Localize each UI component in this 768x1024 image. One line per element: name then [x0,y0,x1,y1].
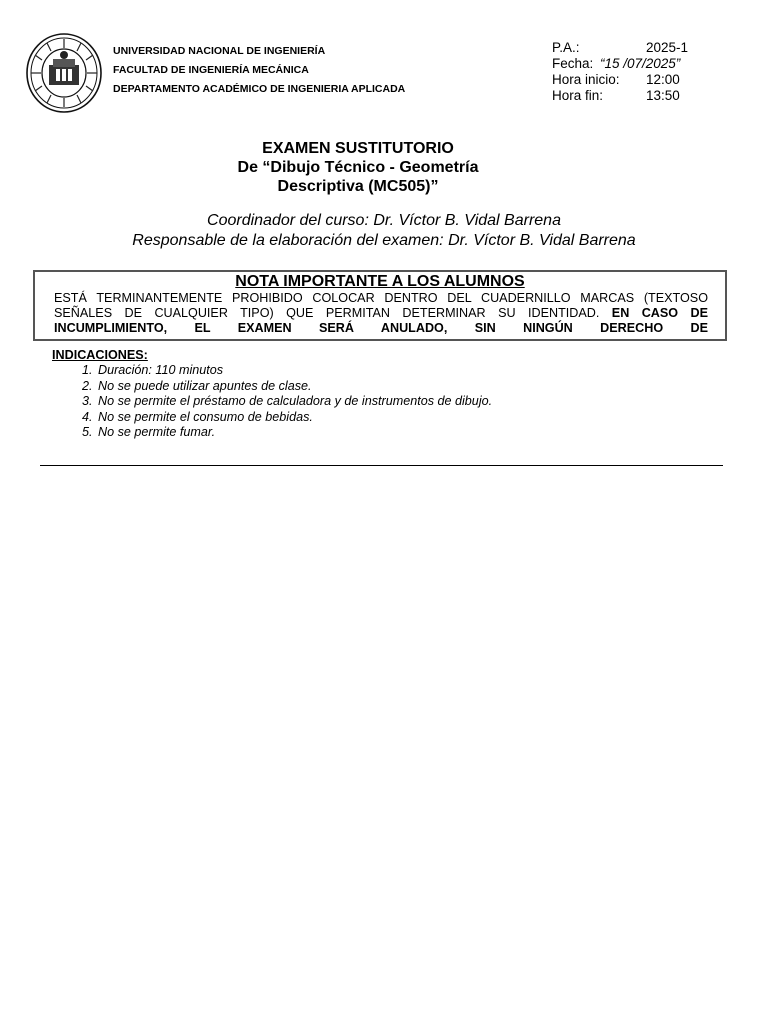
meta-value: 2025-1 [646,40,689,55]
instruction-item: 2. No se puede utilizar apuntes de clase. [96,379,492,394]
instruction-item: 3. No se permite el préstamo de calculadora y de instrumentos de dibujo. [96,394,492,409]
instructions-title: INDICACIONES: [52,348,148,362]
meta-label: Hora inicio: [552,72,620,87]
notice-title: NOTA IMPORTANTE A LOS ALUMNOS [235,273,525,290]
instructions-section [52,348,492,440]
exam-meta [552,40,688,104]
instructions-list [52,363,492,440]
instruction-item: 4. No se permite el consumo de bebidas. [96,410,492,425]
meta-row-date [552,56,688,72]
exam-title [0,139,716,196]
exam-responsible: Responsable de la elaboración del examen: Dr. Víctor B. Vidal Barrena [132,232,636,249]
notice-warning: EN CASO DE INCUMPLIMIENTO, EL EXAMEN SERÁ ANULADO, SIN NINGÚN DERECHO DE [54,306,709,335]
exam-title-line: De “Dibujo Técnico - Geometría [237,159,479,176]
horizontal-divider [40,465,723,466]
meta-label: Fecha: [552,56,594,71]
meta-row-start [552,72,688,88]
instruction-item: 1. Duración: 110 minutos [96,363,492,378]
course-credits [0,211,768,251]
important-notice-box [33,270,727,341]
institution-block [113,45,413,96]
exam-title-line: EXAMEN SUSTITUTORIO [262,140,454,157]
meta-label: P.A.: [552,40,580,55]
meta-row-end [552,88,688,104]
meta-value: “15 /07/2025” [600,56,681,71]
meta-label: Hora fin: [552,88,604,103]
university-seal-icon [26,33,102,113]
faculty-name: FACULTAD DE INGENIERÍA MECÁNICA [113,64,309,76]
instruction-item: 5. No se permite fumar. [96,425,492,440]
meta-value: 13:50 [646,88,680,103]
notice-body [35,291,725,336]
exam-title-line: Descriptiva (MC505)” [277,178,439,195]
department-name: DEPARTAMENTO ACADÉMICO DE INGENIERIA APLICADA [113,83,406,95]
course-coordinator: Coordinador del curso: Dr. Víctor B. Vidal Barrena [207,212,561,229]
meta-value: 12:00 [646,72,680,87]
meta-row-period [552,40,688,56]
notice-text: ESTÁ TERMINANTEMENTE PROHIBIDO COLOCAR DENTRO DEL CUADERNILLO MARCAS (TEXTOSO SEÑALES DE CUALQUIER TIPO) QUE PERMITAN DETERMINAR SU IDENTIDAD. [54,291,708,320]
university-name: UNIVERSIDAD NACIONAL DE INGENIERÍA [113,45,326,57]
